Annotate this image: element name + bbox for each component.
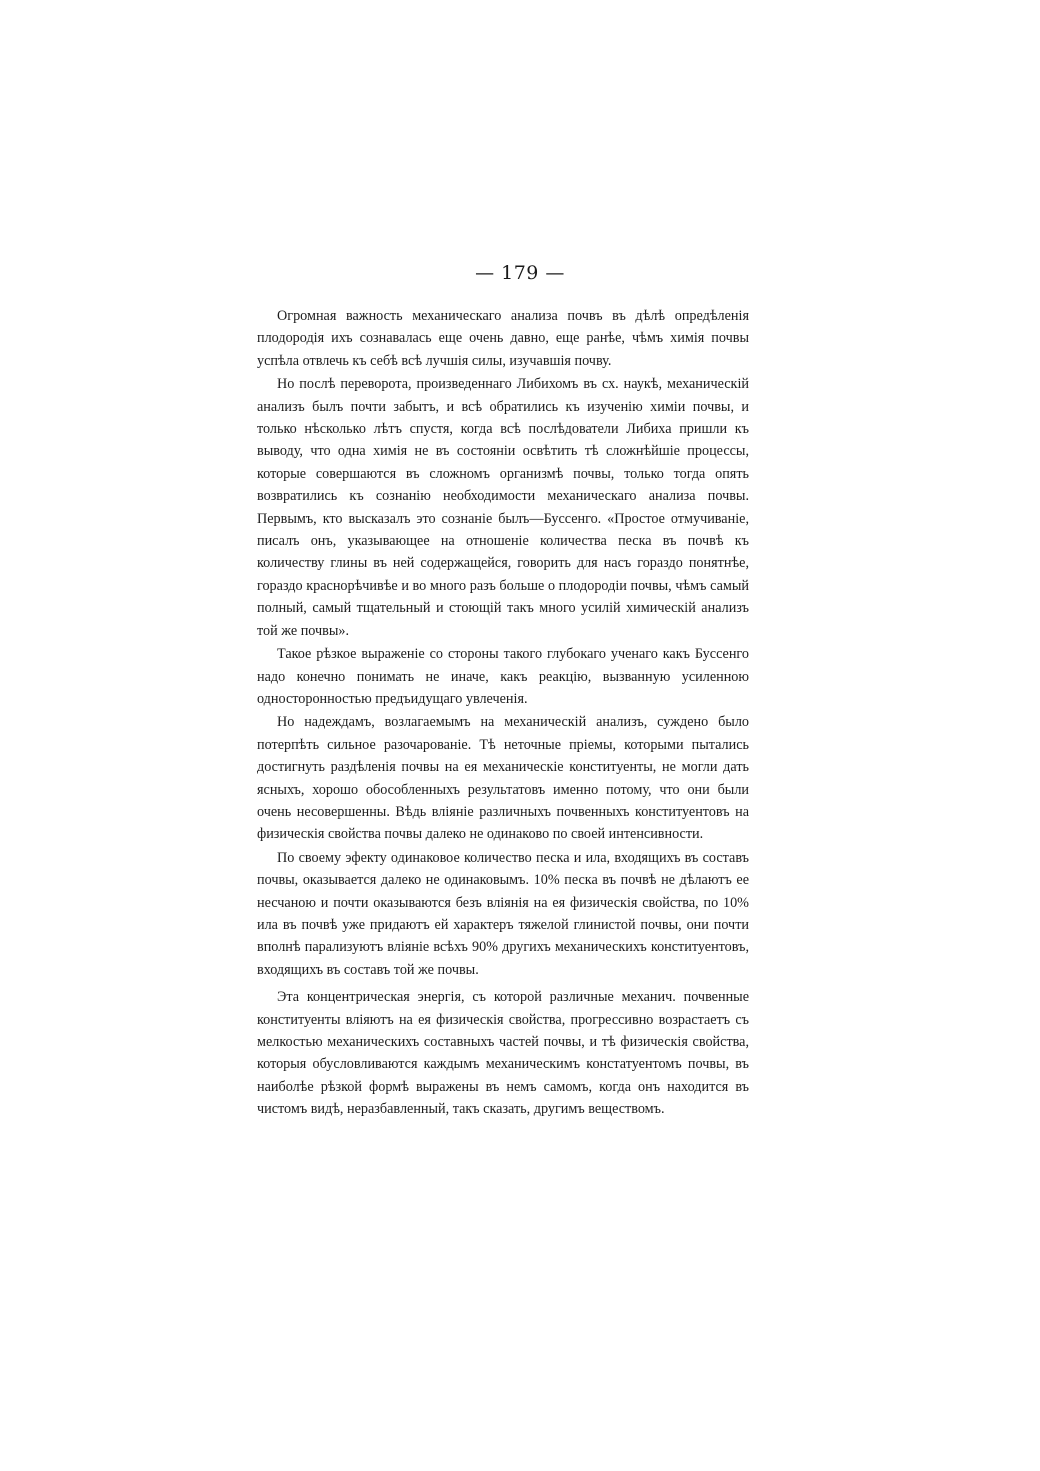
paragraph-1: Огромная важность механическаго анализа почвъ въ дѣлѣ опредѣленія плодородія ихъ сознавалась еще очень давно, еще ранѣе, чѣмъ химія почвы успѣла отвлечь къ себѣ всѣ лучшія силы, изучавшія почву. <box>257 308 749 369</box>
paragraph-4: Но надеждамъ, возлагаемымъ на механическій анализъ, суждено было потерпѣть сильное разочарованіе. Тѣ неточные пріемы, которыми пытались достигнуть раздѣленія почвы на ея механическіе конституенты, не могли дать ясныхъ, хорошо обособленныхъ результатовъ именно потому, что они были очень несовершенны. Вѣдь вліяніе различныхъ почвенныхъ конституентовъ на физическія свойства почвы далеко не одинаково по своей интенсивности. <box>257 714 749 843</box>
paragraph-2: Но послѣ переворота, произведеннаго Либихомъ въ сх. наукѣ, механическій анализъ былъ почти забытъ, и всѣ обратились къ изученію химіи почвы, и только нѣсколько лѣтъ спустя, когда всѣ послѣдователи Либиха пришли къ выводу, что одна химія не въ состояніи освѣтить тѣ сложнѣйшіе процессы, которые совершаются въ сложномъ организмѣ почвы, только тогда опять возвратились къ сознанію необходимости механическаго анализа почвы. Первымъ, кто высказалъ это сознаніе былъ—Буссенго. «Простое отмучиваніе, писалъ онъ, указывающее на отношеніе количества песка въ почвѣ къ количеству глины въ ней содержащейся, говорить для насъ гораздо понятнѣе, гораздо краснорѣчивѣе и во много разъ больше о плодородіи почвы, чѣмъ самый полный, самый тщательный и стоющій такъ много усилій химическій анализъ той же почвы». <box>257 376 749 639</box>
paragraph-6: Эта концентрическая энергія, съ которой различные механич. почвенные конституенты вліяютъ на ея физическія свойства, прогрессивно возрастаетъ съ мелкостью механическихъ составныхъ частей почвы, и тѣ физическія свойства, которыя обусловливаются каждымъ механическимъ констатуентомъ почвы, въ наиболѣе рѣзкой формѣ выражены въ немъ самомъ, когда онъ находится въ чистомъ видѣ, неразбавленный, такъ сказать, другимъ веществомъ. <box>257 989 749 1118</box>
paragraph-3: Такое рѣзкое выраженіе со стороны такого глубокаго ученаго какъ Буссенго надо конечно понимать не иначе, какъ реакцію, вызванную усиленною односторонностью предъидущаго увлеченія. <box>257 646 749 707</box>
body-text <box>257 305 749 1121</box>
paragraph-5: По своему эфекту одинаковое количество песка и ила, входящихъ въ составъ почвы, оказывается далеко не одинаковымъ. 10% песка въ почвѣ не дѣлаютъ ее несчаною и почти оказываются безъ вліянія на ея физическія свойства, по 10% ила въ почвѣ уже придаютъ ей характеръ тяжелой глинистой почвы, они почти вполнѣ парализуютъ вліяніе всѣхъ 90% другихъ механическихъ конституентовъ, входящихъ въ составъ той же почвы. <box>257 849 749 978</box>
page-number: — 179 — <box>475 262 565 284</box>
